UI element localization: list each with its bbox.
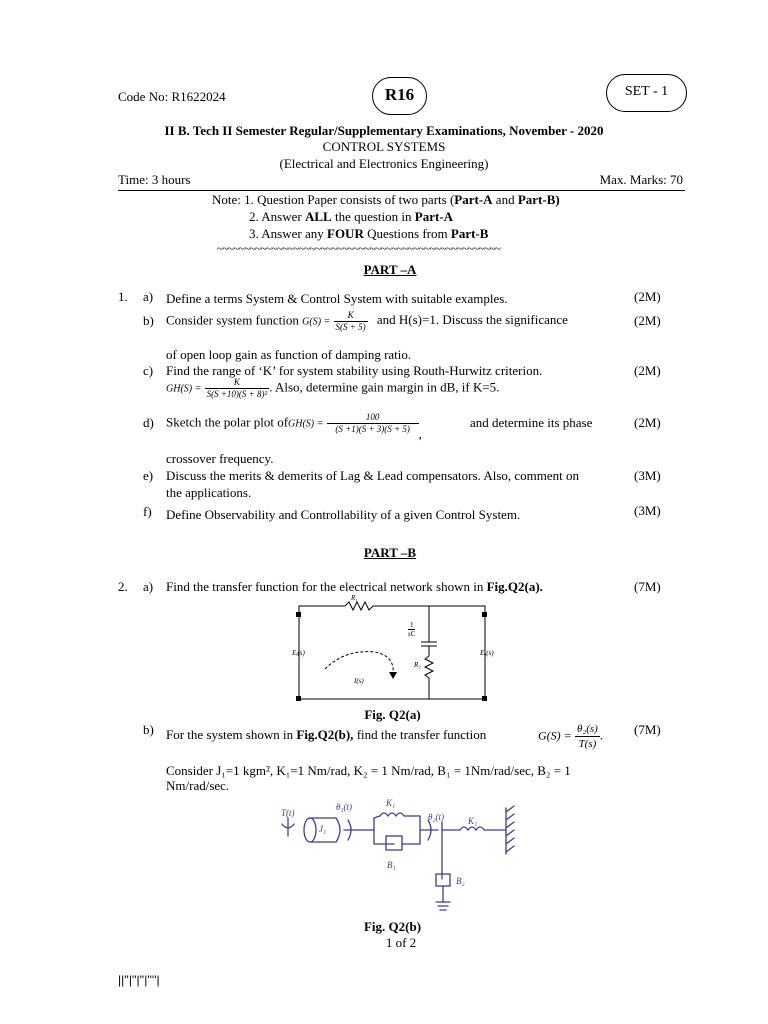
set-badge xyxy=(606,74,687,112)
spring-k1-right xyxy=(460,827,506,830)
q1b-line1: Consider system function G(S) = $\frac{K}{S(S + 5)}$ and H(s)=1. Discuss the significance xyxy=(166,310,568,332)
q1c-line2: GH(S) = $\frac{K}{\text{S(S +10)(S + 8)²}}$ . Also, determine gain margin in dB, if K=5. xyxy=(166,377,500,399)
spring-k1 xyxy=(374,813,420,818)
q1c-label: c) xyxy=(143,363,154,378)
label-b2: B₂ xyxy=(456,876,465,886)
resistor-r2 xyxy=(425,656,433,678)
q1d-line1-tail: and determine its phase xyxy=(470,415,593,430)
label-is: I(s) xyxy=(354,677,364,685)
damper-b2 xyxy=(436,874,450,886)
figure-q2a-caption: Fig. Q2(a) xyxy=(364,707,421,722)
q1a-text: Define a terms System & Control System with suitable examples. xyxy=(166,291,508,306)
label-r1: R₁ xyxy=(351,594,358,602)
subject-title: CONTROL SYSTEMS xyxy=(322,139,446,154)
q1d-marks: (2M) xyxy=(634,415,661,430)
q1c-line1: Find the range of ‘K’ for system stability using Routh-Hurwitz criterion. xyxy=(166,363,543,378)
header-divider xyxy=(118,190,685,191)
terminal-top-right xyxy=(482,612,487,617)
loop-current-arrowhead xyxy=(389,672,397,679)
question-2-number: 2. xyxy=(118,579,128,594)
max-marks-label: Max. Marks: 70 xyxy=(599,172,683,187)
note-1: Note: 1. Question Paper consists of two parts (Part-A and Part-B) xyxy=(212,192,560,207)
q2b-line1: For the system shown in Fig.Q2(b), find the transfer function xyxy=(166,727,487,742)
q1e-line2: the applications. xyxy=(166,485,252,500)
q2a-marks: (7M) xyxy=(634,579,661,594)
damper-b1 xyxy=(386,836,402,850)
time-label: Time: 3 hours xyxy=(118,172,191,187)
q1d-label: d) xyxy=(143,415,154,430)
resistor-r1 xyxy=(345,602,373,610)
set-label: SET - 1 xyxy=(624,84,669,99)
figure-q2b-mechanical xyxy=(270,794,530,918)
page-number: 1 of 2 xyxy=(385,935,417,950)
regulation-badge xyxy=(372,77,427,115)
label-theta1: θ₁(t) xyxy=(336,802,353,812)
label-k1-top: K₁ xyxy=(386,798,396,808)
label-theta2: θ₂(t) xyxy=(428,812,445,822)
q2b-line2: Consider J₁=1 kgm², K₁=1 Nm/rad, K₂ = 1 Nm/rad, B₁ = 1Nm/rad/sec, B₂ = 1 xyxy=(166,763,571,778)
terminal-bottom-right xyxy=(482,696,487,701)
label-capacitor: 1 sC xyxy=(408,621,416,638)
q1b-line2: of open loop gain as function of damping ratio. xyxy=(166,347,412,362)
inertia-j1-front xyxy=(304,818,316,842)
label-j1: J₁ xyxy=(319,824,327,834)
label-torque: T(t) xyxy=(281,808,295,818)
note-2: 2. Answer ALL the question in Part-A xyxy=(249,209,454,224)
label-b1: B₁ xyxy=(387,860,396,870)
q1c-marks: (2M) xyxy=(634,363,661,378)
part-a-title: PART –A xyxy=(363,262,417,277)
q1d-line2: crossover frequency. xyxy=(166,451,274,466)
q2a-label: a) xyxy=(143,579,154,594)
q2b-marks: (7M) xyxy=(634,722,661,737)
terminal-bottom-left xyxy=(296,696,301,701)
figure-q2a-circuit xyxy=(285,594,495,704)
label-ei: Eᵢ(s) xyxy=(292,649,305,657)
question-1-number: 1. xyxy=(118,289,128,304)
q1a-label: a) xyxy=(143,289,154,304)
q2b-formula: G(S) = $\frac{\text{θ₂(s)}}{T(s)}$ . xyxy=(538,723,604,750)
damper-b2-ground xyxy=(436,902,450,910)
q1b-label: b) xyxy=(143,313,154,328)
note-3: 3. Answer any FOUR Questions from Part-B xyxy=(249,226,489,241)
branch-title: (Electrical and Electronics Engineering) xyxy=(279,156,489,171)
tilde-divider: ~~~~~~~~~~~~~~~~~~~~~~~~~~~~~~~~~~~~~~~~~~~~~~~~~~~~ xyxy=(217,243,501,255)
circuit-wire-left-top xyxy=(299,606,345,614)
q1d-line1: Sketch the polar plot ofGH(S) = $\frac{100}{(S +1)(S + 3)(S + 5)}$ , xyxy=(166,412,422,442)
wall-hatch xyxy=(506,806,514,852)
part-b-title: PART –B xyxy=(363,545,417,560)
exam-title: II B. Tech II Semester Regular/Supplementary Examinations, November - 2020 xyxy=(164,123,604,138)
code-number: Code No: R1622024 xyxy=(118,89,226,104)
regulation-label: R16 xyxy=(384,85,415,104)
torque-arrow xyxy=(282,818,294,836)
loop-current-arrow xyxy=(325,652,393,674)
barcode: ||''|''|''|''''| xyxy=(118,973,160,987)
q1f-marks: (3M) xyxy=(634,503,661,518)
q2b-label: b) xyxy=(143,722,154,737)
q1e-label: e) xyxy=(143,468,154,483)
q1a-marks: (2M) xyxy=(634,289,661,304)
label-eo: Eₒ(s) xyxy=(480,649,494,657)
q1e-line1: Discuss the merits & demerits of Lag & Lead compensators. Also, comment on xyxy=(166,468,580,483)
q1f-label: f) xyxy=(143,504,152,519)
label-k1-right: K₁ xyxy=(468,816,478,826)
inertia-j1-back xyxy=(336,818,340,842)
terminal-top-left xyxy=(296,612,301,617)
label-r2: R₂ xyxy=(414,661,421,669)
q2a-text: Find the transfer function for the electrical network shown in Fig.Q2(a). xyxy=(166,579,543,594)
q1f-text: Define Observability and Controllability of a given Control System. xyxy=(166,507,521,522)
q2b-line3: Nm/rad/sec. xyxy=(166,778,230,793)
q1e-marks: (3M) xyxy=(634,468,661,483)
figure-q2b-caption: Fig. Q2(b) xyxy=(363,919,422,934)
q1b-marks: (2M) xyxy=(634,313,661,328)
